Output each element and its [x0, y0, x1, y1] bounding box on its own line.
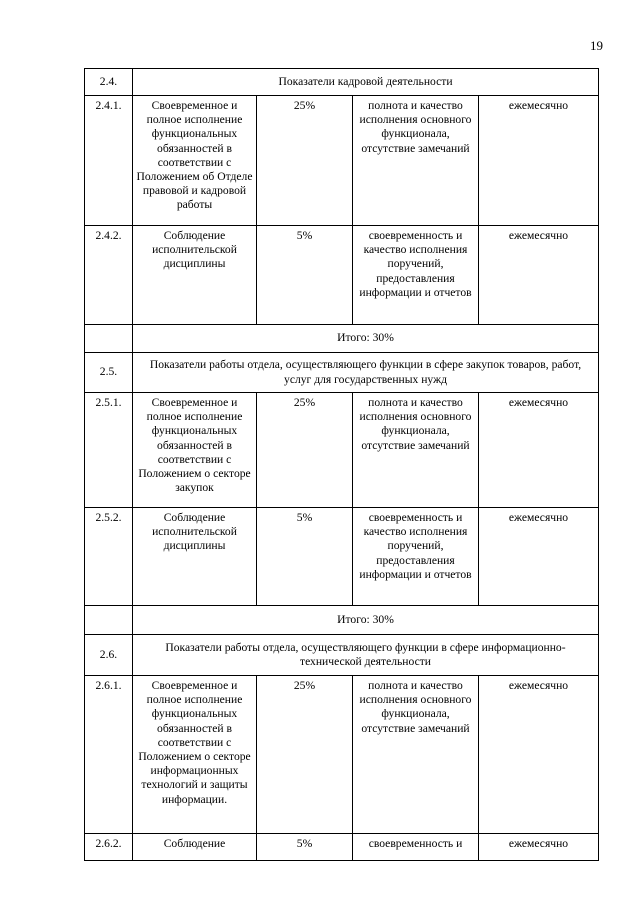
total-text: Итого: 30% [133, 606, 599, 635]
indicators-table [84, 68, 599, 861]
item-number: 2.6.2. [85, 834, 133, 861]
table-row [85, 676, 599, 834]
period-cell: ежемесячно [479, 834, 599, 861]
section-row [85, 353, 599, 393]
total-empty-cell [85, 325, 133, 353]
weight-cell: 25% [257, 96, 353, 226]
item-number: 2.4.1. [85, 96, 133, 226]
section-number: 2.5. [85, 353, 133, 393]
section-row [85, 635, 599, 676]
criterion-cell: Своевременное и полное исполнение функциональных обязанностей в соответствии с Положением об Отделе правовой и кадровой работы [133, 96, 257, 226]
table-row [85, 226, 599, 325]
section-title: Показатели работы отдела, осуществляющего функции в сфере закупок товаров, работ, услуг для государственных нужд [133, 353, 599, 393]
weight-cell: 25% [257, 676, 353, 834]
condition-cell: полнота и качество исполнения основного функционала, отсутствие замечаний [353, 393, 479, 508]
condition-cell: своевременность и качество исполнения поручений, предоставления информации и отчетов [353, 508, 479, 606]
section-title: Показатели работы отдела, осуществляющего функции в сфере информационно-технической деятельности [133, 635, 599, 676]
item-number: 2.6.1. [85, 676, 133, 834]
page-number: 19 [590, 38, 603, 53]
criterion-cell: Своевременное и полное исполнение функциональных обязанностей в соответствии с Положением о секторе информационных технологий и защиты информации. [133, 676, 257, 834]
table-row [85, 834, 599, 861]
total-row [85, 325, 599, 353]
total-row [85, 606, 599, 635]
weight-cell: 5% [257, 226, 353, 325]
weight-cell: 5% [257, 508, 353, 606]
section-title: Показатели кадровой деятельности [133, 69, 599, 96]
period-cell: ежемесячно [479, 508, 599, 606]
condition-cell: полнота и качество исполнения основного функционала, отсутствие замечаний [353, 96, 479, 226]
item-number: 2.4.2. [85, 226, 133, 325]
table-row [85, 508, 599, 606]
condition-cell: полнота и качество исполнения основного функционала, отсутствие замечаний [353, 676, 479, 834]
criterion-cell: Соблюдение исполнительской дисциплины [133, 508, 257, 606]
item-number: 2.5.1. [85, 393, 133, 508]
condition-cell: своевременность и [353, 834, 479, 861]
condition-cell: своевременность и качество исполнения поручений, предоставления информации и отчетов [353, 226, 479, 325]
total-empty-cell [85, 606, 133, 635]
period-cell: ежемесячно [479, 96, 599, 226]
section-number: 2.6. [85, 635, 133, 676]
table-row [85, 393, 599, 508]
weight-cell: 5% [257, 834, 353, 861]
period-cell: ежемесячно [479, 676, 599, 834]
section-number: 2.4. [85, 69, 133, 96]
total-text: Итого: 30% [133, 325, 599, 353]
item-number: 2.5.2. [85, 508, 133, 606]
period-cell: ежемесячно [479, 393, 599, 508]
period-cell: ежемесячно [479, 226, 599, 325]
criterion-cell: Своевременное и полное исполнение функциональных обязанностей в соответствии с Положением о секторе закупок [133, 393, 257, 508]
section-row [85, 69, 599, 96]
weight-cell: 25% [257, 393, 353, 508]
table-row [85, 96, 599, 226]
criterion-cell: Соблюдение [133, 834, 257, 861]
criterion-cell: Соблюдение исполнительской дисциплины [133, 226, 257, 325]
